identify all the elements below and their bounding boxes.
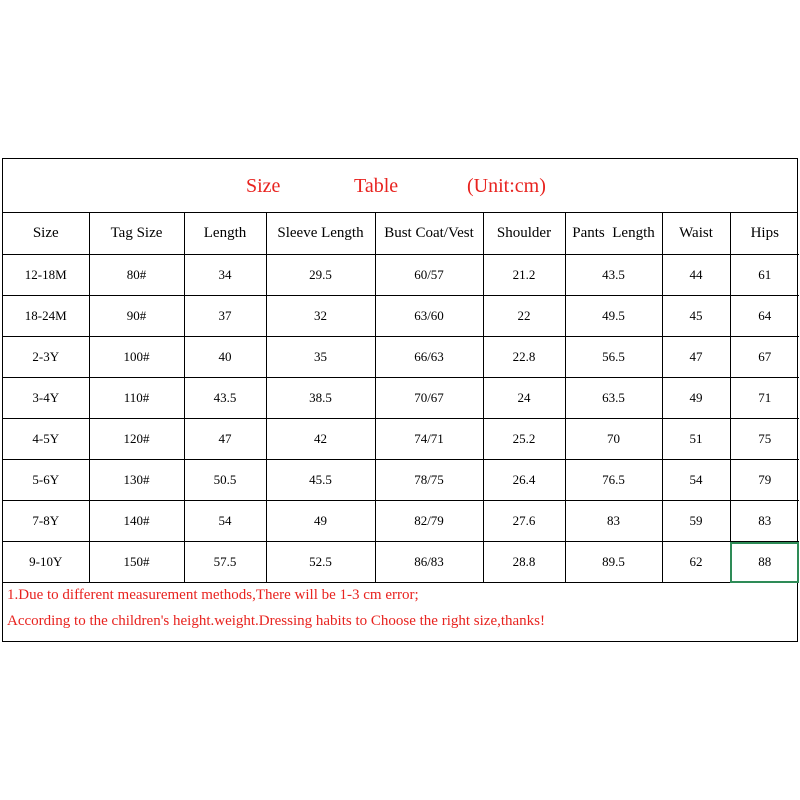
header-waist: Waist (662, 213, 730, 255)
size-table-frame (2, 158, 798, 642)
title-unit: (Unit:cm) (467, 175, 546, 197)
table-cell: 52.5 (266, 542, 375, 583)
table-cell: 110# (89, 378, 184, 419)
table-row (3, 255, 799, 296)
header-tag-size: Tag Size (89, 213, 184, 255)
table-cell: 27.6 (483, 501, 565, 542)
header-bust: Bust Coat/Vest (375, 213, 483, 255)
table-cell: 12-18M (3, 255, 89, 296)
table-cell: 64 (730, 296, 799, 337)
table-cell: 57.5 (184, 542, 266, 583)
table-cell: 24 (483, 378, 565, 419)
table-cell: 54 (662, 460, 730, 501)
table-cell: 56.5 (565, 337, 662, 378)
table-cell: 22 (483, 296, 565, 337)
table-cell: 80# (89, 255, 184, 296)
table-cell: 86/83 (375, 542, 483, 583)
table-cell: 49 (266, 501, 375, 542)
table-cell: 3-4Y (3, 378, 89, 419)
table-cell: 32 (266, 296, 375, 337)
table-cell: 70 (565, 419, 662, 460)
title-table: Table (354, 175, 399, 197)
table-cell: 25.2 (483, 419, 565, 460)
header-size: Size (3, 213, 89, 255)
title-size: Size (246, 175, 281, 197)
table-cell: 43.5 (565, 255, 662, 296)
table-cell: 4-5Y (3, 419, 89, 460)
table-cell: 62 (662, 542, 730, 583)
header-sleeve-length: Sleeve Length (266, 213, 375, 255)
table-cell: 7-8Y (3, 501, 89, 542)
table-cell: 18-24M (3, 296, 89, 337)
note-line-1: 1.Due to different measurement methods,There will be 1-3 cm error; (7, 587, 419, 603)
table-cell: 21.2 (483, 255, 565, 296)
table-cell: 130# (89, 460, 184, 501)
table-cell: 63/60 (375, 296, 483, 337)
header-hips: Hips (730, 213, 799, 255)
table-cell: 82/79 (375, 501, 483, 542)
table-cell: 28.8 (483, 542, 565, 583)
table-row (3, 542, 799, 583)
table-cell: 120# (89, 419, 184, 460)
table-cell: 79 (730, 460, 799, 501)
table-cell: 47 (662, 337, 730, 378)
table-cell: 74/71 (375, 419, 483, 460)
table-cell: 44 (662, 255, 730, 296)
table-cell: 49.5 (565, 296, 662, 337)
table-row (3, 460, 799, 501)
table-cell: 43.5 (184, 378, 266, 419)
table-cell: 59 (662, 501, 730, 542)
table-cell: 45 (662, 296, 730, 337)
header-row (3, 213, 799, 255)
table-cell: 42 (266, 419, 375, 460)
table-cell: 47 (184, 419, 266, 460)
table-cell: 2-3Y (3, 337, 89, 378)
table-row (3, 337, 799, 378)
table-cell: 38.5 (266, 378, 375, 419)
table-row (3, 419, 799, 460)
table-cell: 83 (730, 501, 799, 542)
table-cell: 150# (89, 542, 184, 583)
table-cell: 67 (730, 337, 799, 378)
table-cell: 5-6Y (3, 460, 89, 501)
table-cell: 100# (89, 337, 184, 378)
table-cell: 26.4 (483, 460, 565, 501)
table-cell: 75 (730, 419, 799, 460)
table-cell: 29.5 (266, 255, 375, 296)
header-length: Length (184, 213, 266, 255)
table-cell: 83 (565, 501, 662, 542)
table-cell: 61 (730, 255, 799, 296)
table-cell: 89.5 (565, 542, 662, 583)
notes (3, 580, 797, 641)
table-cell: 66/63 (375, 337, 483, 378)
table-row (3, 378, 799, 419)
table-row (3, 501, 799, 542)
table-cell: 37 (184, 296, 266, 337)
table-cell: 51 (662, 419, 730, 460)
table-cell: 71 (730, 378, 799, 419)
table-cell: 90# (89, 296, 184, 337)
table-title (3, 159, 797, 213)
table-cell: 45.5 (266, 460, 375, 501)
table-cell: 49 (662, 378, 730, 419)
table-cell: 70/67 (375, 378, 483, 419)
table-cell: 60/57 (375, 255, 483, 296)
table-cell: 78/75 (375, 460, 483, 501)
table-cell: 76.5 (565, 460, 662, 501)
header-shoulder: Shoulder (483, 213, 565, 255)
table-cell: 40 (184, 337, 266, 378)
table-cell: 50.5 (184, 460, 266, 501)
size-table (3, 213, 799, 583)
table-cell: 9-10Y (3, 542, 89, 583)
table-row (3, 296, 799, 337)
header-pants-length: Pants Length (565, 213, 662, 255)
table-cell: 34 (184, 255, 266, 296)
table-cell: 35 (266, 337, 375, 378)
table-cell: 140# (89, 501, 184, 542)
table-cell: 22.8 (483, 337, 565, 378)
note-line-2: According to the children's height.weight.Dressing habits to Choose the right size,thanks! (7, 613, 546, 629)
table-cell: 88 (730, 542, 799, 583)
table-cell: 63.5 (565, 378, 662, 419)
table-cell: 54 (184, 501, 266, 542)
